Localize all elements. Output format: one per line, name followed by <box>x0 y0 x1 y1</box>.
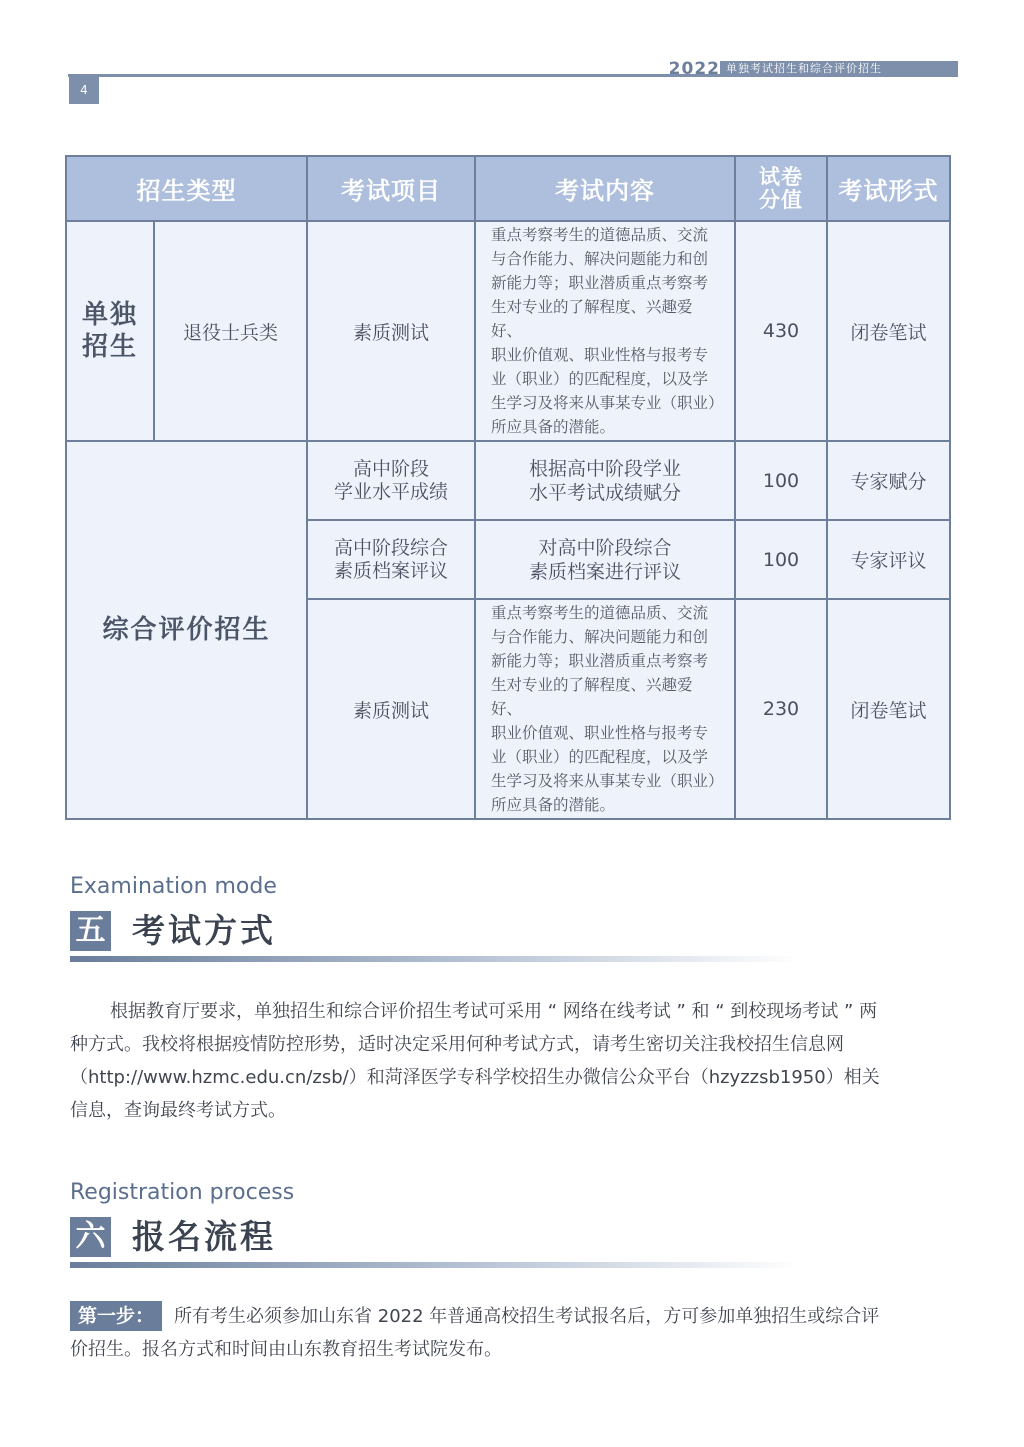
cell-item: 素质测试 <box>307 599 475 819</box>
cell-line: 新能力等；职业潜质重点考察考 <box>491 274 709 292</box>
section6-title: 报名流程 <box>132 1217 276 1256</box>
table-row <box>66 221 950 441</box>
section5-title: 考试方式 <box>132 911 276 950</box>
cell-line: 业（职业）的匹配程度，以及学 <box>491 370 709 388</box>
cell-line: 与合作能力、解决问题能力和创 <box>491 628 709 646</box>
cell-score: 100 <box>735 441 827 520</box>
cell-line: 素质档案进行评议 <box>528 560 681 583</box>
cell-line: 所应具备的潜能。 <box>491 418 616 436</box>
header-cell-type: 招生类型 <box>66 156 307 221</box>
section5-rule <box>70 956 800 962</box>
cell-line: 与合作能力、解决问题能力和创 <box>491 250 709 268</box>
header-score-line: 试卷 <box>759 164 803 189</box>
cell-line: 重点考察考生的道德品质、交流 <box>491 604 709 622</box>
cell-form: 专家赋分 <box>827 441 950 520</box>
cell-score: 430 <box>735 221 827 441</box>
exam-table <box>65 155 951 820</box>
paragraph-line: 根据教育厅要求，单独招生和综合评价招生考试可采用 “ 网络在线考试 ” 和 “ 到校现场考试 ” 两 <box>110 1001 878 1022</box>
page-number: 4 <box>69 77 99 104</box>
cell-line: 所应具备的潜能。 <box>491 796 616 814</box>
cell-line: 新能力等；职业潜质重点考察考 <box>491 652 709 670</box>
cell-content <box>475 599 735 819</box>
cell-score: 100 <box>735 520 827 599</box>
paragraph-line: 种方式。我校将根据疫情防控形势，适时决定采用何种考试方式，请考生密切关注我校招生信息网 <box>70 1034 844 1055</box>
cell-line: 高中阶段 <box>352 457 429 480</box>
table-header-row <box>66 156 950 221</box>
cell-content <box>475 520 735 599</box>
section6-number-badge: 六 <box>70 1217 111 1257</box>
paragraph-line: 信息，查询最终考试方式。 <box>70 1100 286 1121</box>
cell-line: 业（职业）的匹配程度，以及学 <box>491 748 709 766</box>
header-year: 2022 <box>668 59 720 79</box>
cell-line: 根据高中阶段学业 <box>528 457 681 480</box>
step1-text: 价招生。报名方式和时间由山东教育招生考试院发布。 <box>70 1339 502 1360</box>
cell-item <box>307 441 475 520</box>
header-cell-item: 考试项目 <box>307 156 475 221</box>
cell-item: 素质测试 <box>307 221 475 441</box>
header-cell-score <box>735 156 827 221</box>
cell-line: 单独 <box>81 300 138 330</box>
cell-form: 专家评议 <box>827 520 950 599</box>
cell-line: 职业价值观、职业性格与报考专 <box>491 724 709 742</box>
section6-english-title: Registration process <box>70 1180 295 1205</box>
cell-line: 对高中阶段综合 <box>538 536 672 559</box>
cell-form: 闭卷笔试 <box>827 221 950 441</box>
cell-line: 生学习及将来从事某专业（职业） <box>491 772 724 790</box>
cell-line: 职业价值观、职业性格与报考专 <box>491 346 709 364</box>
section5-english-title: Examination mode <box>70 874 277 899</box>
header-cell-form: 考试形式 <box>827 156 950 221</box>
cell-content <box>475 221 735 441</box>
cell-form: 闭卷笔试 <box>827 599 950 819</box>
cell-type-single <box>66 221 154 441</box>
cell-line: 招生 <box>81 332 138 362</box>
cell-line: 素质档案评议 <box>333 559 448 582</box>
section5-paragraph <box>70 995 956 1127</box>
cell-line: 生学习及将来从事某专业（职业） <box>491 394 724 412</box>
header-cell-content: 考试内容 <box>475 156 735 221</box>
header-score-line: 分值 <box>759 187 803 212</box>
section6-step1 <box>70 1300 956 1366</box>
step1-line <box>70 1300 956 1333</box>
step1-text: 所有考生必须参加山东省 2022 年普通高校招生考试报名后，方可参加单独招生或综合评 <box>174 1306 880 1327</box>
cell-score: 230 <box>735 599 827 819</box>
cell-line: 高中阶段综合 <box>333 536 448 559</box>
cell-line: 学业水平成绩 <box>333 480 448 503</box>
section6-rule <box>70 1262 800 1268</box>
step1-label: 第一步： <box>70 1301 162 1331</box>
paragraph-line: （http://www.hzmc.edu.cn/zsb/）和菏泽医学专科学校招生办微信公众平台（hzyzzsb1950）相关 <box>70 1067 880 1088</box>
header-subtitle: 单独考试招生和综合评价招生 <box>726 62 882 75</box>
cell-subtype: 退役士兵类 <box>154 221 307 441</box>
cell-line: 水平考试成绩赋分 <box>528 481 681 504</box>
cell-type-comprehensive: 综合评价招生 <box>66 441 307 819</box>
cell-content <box>475 441 735 520</box>
table-row <box>66 441 950 520</box>
cell-line: 生对专业的了解程度、兴趣爱好、 <box>491 298 693 340</box>
cell-line: 生对专业的了解程度、兴趣爱好、 <box>491 676 693 718</box>
cell-item <box>307 520 475 599</box>
section5-number-badge: 五 <box>70 911 111 951</box>
cell-line: 重点考察考生的道德品质、交流 <box>491 226 709 244</box>
